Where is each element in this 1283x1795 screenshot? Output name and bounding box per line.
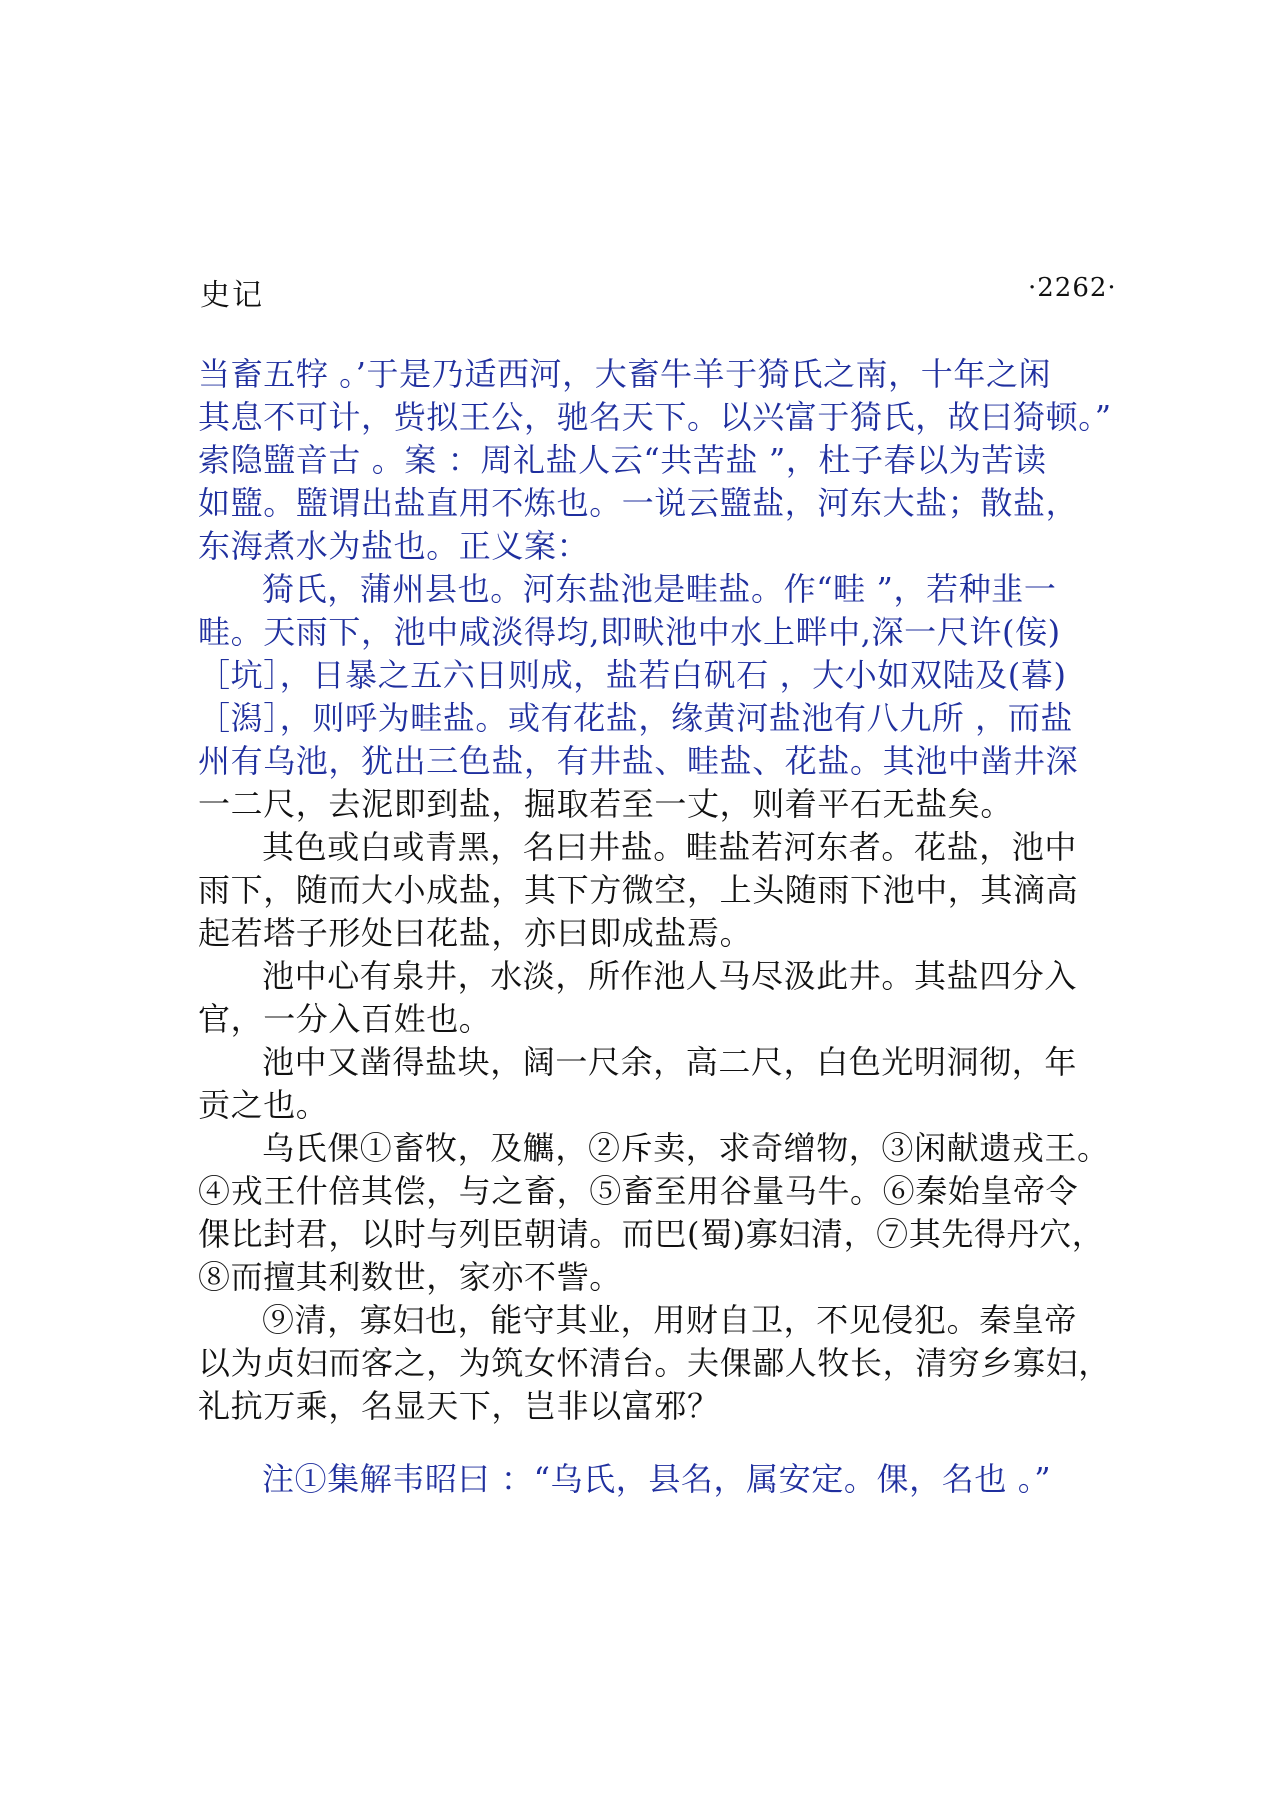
text-line: 池中心有泉井，水淡，所作池人马尽汲此井。其盐四分入 xyxy=(262,957,1078,995)
page-number: ·2262· xyxy=(1028,273,1117,303)
text-line: 贡之也。 xyxy=(198,1086,329,1124)
text-line: 东海煮水为盐也。正义案： xyxy=(198,527,590,565)
text-line: ⑧而擅其利数世，家亦不訾。 xyxy=(198,1258,622,1296)
text-line: 一二尺，去泥即到盐，掘取若至一丈，则着平石无盐矣。 xyxy=(198,785,1014,823)
text-line: 州有乌池，犹出三色盐，有井盐、畦盐、花盐。其池中凿井深 xyxy=(198,742,1079,780)
text-line: 其息不可计，赀拟王公，驰名天下。以兴富于猗氏，故曰猗顿。” xyxy=(198,398,1112,436)
text-line: ［潟］，则呼为畦盐。或有花盐，缘黄河盐池有八九所 ，而盐 xyxy=(198,699,1073,737)
text-line: 索隐盬音古 。案 ：周礼盐人云“共苦盐 ”，杜子春以为苦读 xyxy=(198,441,1047,479)
text-line: 官，一分入百姓也。 xyxy=(198,1000,492,1038)
text-line: ⑨清，寡妇也，能守其业，用财自卫，不见侵犯。秦皇帝 xyxy=(262,1301,1078,1339)
text-line: 其色或白或青黑，名曰井盐。畦盐若河东者。花盐，池中 xyxy=(262,828,1078,866)
text-line: 倮比封君，以时与列臣朝请。而巴(蜀)寡妇清，⑦其先得丹穴， xyxy=(198,1215,1105,1253)
text-line: 雨下，随而大小成盐，其下方微空，上头随雨下池中，其滴高 xyxy=(198,871,1079,909)
text-line: 如盬。盬谓出盐直用不炼也。一说云盬盐，河东大盐；散盐， xyxy=(198,484,1079,522)
text-line: 当畜五牸 。’于是乃适西河，大畜牛羊于猗氏之南，十年之闲 xyxy=(198,355,1052,393)
text-line: 以为贞妇而客之，为筑女怀清台。夫倮鄙人牧长，清穷乡寡妇， xyxy=(198,1344,1111,1382)
note-line: 注①集解韦昭曰 ：“乌氏，县名，属安定。倮，名也 。” xyxy=(262,1460,1052,1498)
paragraph-gap xyxy=(198,1428,1098,1458)
text-line: 起若塔子形处曰花盐，亦曰即成盐焉。 xyxy=(198,914,753,952)
text-line: ④戎王什倍其偿，与之畜，⑤畜至用谷量马牛。⑥秦始皇帝令 xyxy=(198,1172,1079,1210)
text-line: 乌氏倮①畜牧，及觽，②斥卖，求奇缯物，③闲献遗戎王。 xyxy=(262,1129,1110,1167)
text-line: ［坑］，日暴之五六日则成，盐若白矾石 ，大小如双陆及(暮) xyxy=(198,656,1067,694)
book-title: 史记 xyxy=(200,278,264,313)
body-text xyxy=(198,353,1112,1501)
text-line: 猗氏，蒲州县也。河东盐池是畦盐。作“畦 ”，若种韭一 xyxy=(262,570,1057,608)
text-line: 畦。天雨下，池中咸淡得均,即畎池中水上畔中,深一尺许(侫) xyxy=(198,613,1061,651)
text-line: 池中又凿得盐块，阔一尺余，高二尺，白色光明洞彻，年 xyxy=(262,1043,1078,1081)
text-line: 礼抗万乘，名显天下，岂非以富邪？ xyxy=(198,1387,720,1425)
